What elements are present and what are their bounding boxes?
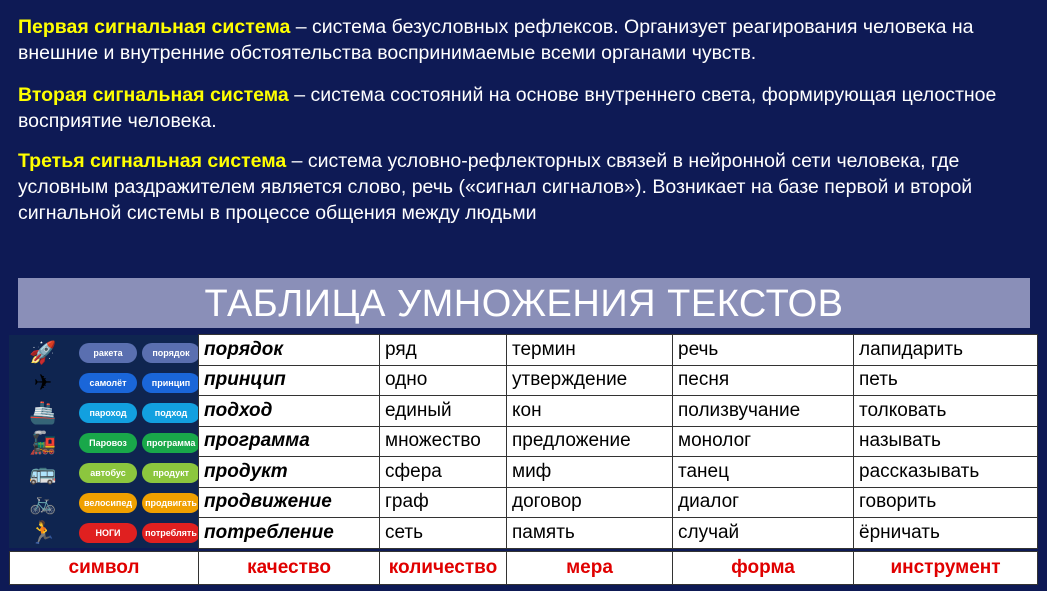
table-cell: предложение <box>507 426 673 457</box>
symbol-label: автобус <box>79 463 137 483</box>
table-row <box>199 365 1038 396</box>
table-row <box>199 426 1038 457</box>
table-row <box>199 396 1038 427</box>
table-cell: утверждение <box>507 365 673 396</box>
table-cell: множество <box>380 426 507 457</box>
table-cell: потребление <box>199 518 380 549</box>
concept-label: подход <box>142 403 200 423</box>
definition-text: – система состояний на основе внутреннего света, формирующая целостное восприятие человека. <box>18 84 997 132</box>
symbol-label: самолёт <box>79 373 137 393</box>
table-cell: толковать <box>854 396 1038 427</box>
table-cell: порядок <box>199 335 380 366</box>
table-cell: принцип <box>199 365 380 396</box>
table-title-banner: ТАБЛИЦА УМНОЖЕНИЯ ТЕКСТОВ <box>18 278 1030 328</box>
table-cell: одно <box>380 365 507 396</box>
table-cell: договор <box>507 487 673 518</box>
table-cell: термин <box>507 335 673 366</box>
table-row <box>199 457 1038 488</box>
locomotive-icon: 🚂 <box>29 430 57 455</box>
concept-label: порядок <box>142 343 200 363</box>
table-cell: сеть <box>380 518 507 549</box>
symbol-label: Паровоз <box>79 433 137 453</box>
table-cell: полизвучание <box>673 396 854 427</box>
concept-label: продвигать <box>142 493 200 513</box>
concept-label: принцип <box>142 373 200 393</box>
ship-icon: 🚢 <box>29 400 57 425</box>
runner-icon: 🏃 <box>29 520 57 545</box>
footer-cell-instrument: инструмент <box>854 552 1038 585</box>
concept-label: потреблять <box>142 523 200 543</box>
concept-label: продукт <box>142 463 200 483</box>
table-cell: кон <box>507 396 673 427</box>
symbol-row <box>9 428 198 458</box>
table-cell: речь <box>673 335 854 366</box>
table-cell: программа <box>199 426 380 457</box>
symbol-label: велосипед <box>79 493 137 513</box>
table-cell: граф <box>380 487 507 518</box>
definition-text: – система условно-рефлекторных связей в нейронной сети человека, где условным раздражителем является слово, речь («сигнал сигналов»). Возникает на базе первой и второй сигнальной системы в процессе общения между людьми <box>18 150 973 224</box>
definition-first-system <box>18 14 1028 66</box>
symbol-label: ракета <box>79 343 137 363</box>
table-cell: ёрничать <box>854 518 1038 549</box>
table-cell: танец <box>673 457 854 488</box>
term-third-system: Третья сигнальная система <box>18 150 287 172</box>
symbol-row <box>9 488 198 518</box>
table-cell: называть <box>854 426 1038 457</box>
footer-cell-form: форма <box>673 552 854 585</box>
symbol-row <box>9 458 198 488</box>
bicycle-icon: 🚲 <box>29 490 57 515</box>
table-cell: память <box>507 518 673 549</box>
table-cell: миф <box>507 457 673 488</box>
table-cell: продукт <box>199 457 380 488</box>
symbol-image-panel <box>9 335 198 548</box>
table-cell: монолог <box>673 426 854 457</box>
table-cell: рассказывать <box>854 457 1038 488</box>
rocket-icon: 🚀 <box>29 340 57 365</box>
footer-row <box>10 552 1038 585</box>
symbol-row <box>9 338 198 368</box>
symbol-row <box>9 368 198 398</box>
table-cell: петь <box>854 365 1038 396</box>
concept-label: программа <box>142 433 200 453</box>
multiplication-table <box>198 334 1038 549</box>
airplane-icon: ✈ <box>33 370 53 395</box>
symbol-label: пароход <box>79 403 137 423</box>
symbol-row <box>9 518 198 548</box>
bus-icon: 🚌 <box>29 460 57 485</box>
term-first-system: Первая сигнальная система <box>18 16 291 38</box>
footer-cell-quantity: количество <box>380 552 507 585</box>
definition-text: – система безусловных рефлексов. Организует реагирования человека на внешние и внутренние обстоятельства воспринимаемые всеми органами чувств. <box>18 16 974 64</box>
category-footer <box>9 551 1038 585</box>
table-cell: подход <box>199 396 380 427</box>
footer-cell-measure: мера <box>507 552 673 585</box>
table-row <box>199 518 1038 549</box>
table-cell: случай <box>673 518 854 549</box>
table-cell: единый <box>380 396 507 427</box>
table-cell: говорить <box>854 487 1038 518</box>
table-cell: песня <box>673 365 854 396</box>
table-cell: продвижение <box>199 487 380 518</box>
footer-cell-quality: качество <box>199 552 380 585</box>
table-cell: лапидарить <box>854 335 1038 366</box>
symbol-row <box>9 398 198 428</box>
definition-third-system <box>18 148 1028 226</box>
symbol-label: НОГИ <box>79 523 137 543</box>
footer-cell-symbol: символ <box>10 552 199 585</box>
table-cell: диалог <box>673 487 854 518</box>
term-second-system: Вторая сигнальная система <box>18 84 289 106</box>
table-row <box>199 335 1038 366</box>
table-cell: ряд <box>380 335 507 366</box>
table-cell: сфера <box>380 457 507 488</box>
table-row <box>199 487 1038 518</box>
definition-second-system <box>18 82 1028 134</box>
